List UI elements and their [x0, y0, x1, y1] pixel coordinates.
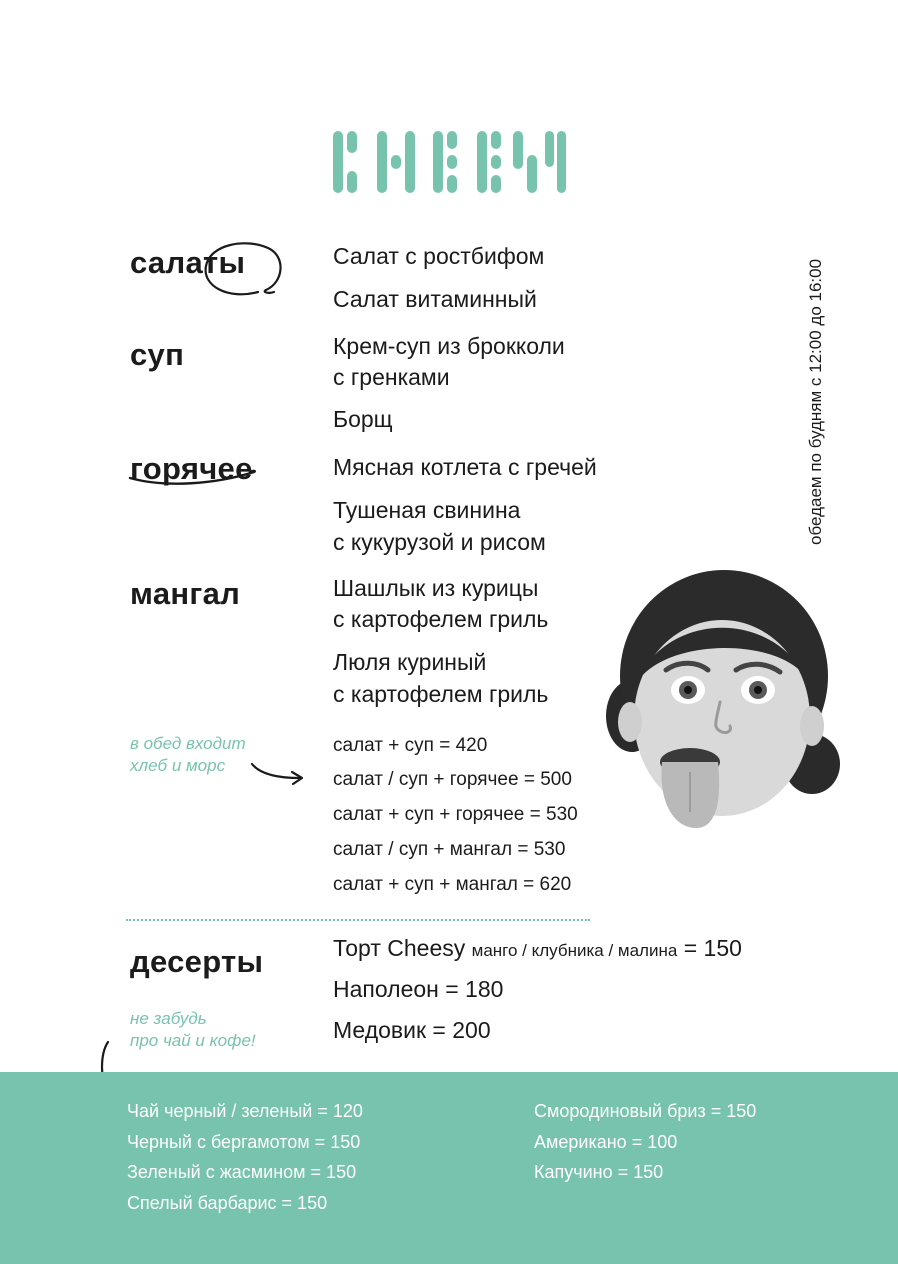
drink-left-1: Чай черный / зеленый = 120: [127, 1101, 363, 1121]
circle-doodle: [198, 234, 286, 300]
category-salads: салаты: [130, 245, 246, 280]
dessert-cake-flavors: манго / клубника / малина: [471, 941, 678, 960]
salad-item-2: Салат витаминный: [333, 286, 537, 312]
grill-item-1-line2: с картофелем гриль: [333, 606, 549, 632]
dessert-napoleon: Наполеон = 180: [333, 976, 504, 1002]
category-hot: горячее: [130, 451, 253, 486]
soup-item-2: Борщ: [333, 406, 393, 432]
drink-left-3: Зеленый с жасмином = 150: [127, 1162, 357, 1182]
category-desserts: десерты: [130, 944, 264, 979]
reminder-line2: про чай и кофе!: [130, 1031, 256, 1050]
reminder-line1: не забудь: [130, 1009, 207, 1028]
category-grill: мангал: [130, 576, 241, 611]
soup-item-1-line2: с гренками: [333, 364, 450, 390]
dessert-cake-price: = 150: [683, 935, 742, 961]
drink-right-2: Американо = 100: [534, 1132, 678, 1152]
hot-item-1: Мясная котлета с гречей: [333, 454, 597, 480]
combo-1: салат + суп = 420: [333, 735, 488, 756]
dessert-cake-name: Торт Cheesy: [333, 935, 466, 961]
salad-item-1: Салат с ростбифом: [333, 243, 545, 269]
dessert-medovik: Медовик = 200: [333, 1017, 491, 1043]
combo-5: салат + суп + мангал = 620: [333, 874, 572, 895]
lunch-note-line1: в обед входит: [130, 734, 246, 753]
lunch-note-line2: хлеб и морс: [130, 756, 226, 775]
section-divider: [126, 919, 590, 921]
combo-2: салат / суп + горячее = 500: [333, 769, 572, 790]
arrow-right-icon: [248, 760, 308, 788]
drink-right-1: Смородиновый бриз = 150: [534, 1101, 757, 1121]
combo-3: салат + суп + горячее = 530: [333, 804, 578, 825]
dessert-cake: [333, 935, 742, 962]
category-soup: суп: [130, 337, 185, 372]
grill-item-2-line1: Люля куриный: [333, 649, 487, 675]
hot-item-2-line2: с кукурузой и рисом: [333, 529, 546, 555]
drink-right-3: Капучино = 150: [534, 1162, 664, 1182]
drink-left-4: Спелый барбарис = 150: [127, 1193, 328, 1213]
hot-item-2-line1: Тушеная свинина: [333, 497, 521, 523]
lunch-hours-note: обедаем по будням с 12:00 до 16:00: [806, 258, 825, 545]
cheesy-logo: [331, 127, 567, 197]
soup-item-1-line1: Крем-суп из брокколи: [333, 333, 565, 359]
grill-item-2-line2: с картофелем гриль: [333, 681, 549, 707]
drink-left-2: Черный с бергамотом = 150: [127, 1132, 361, 1152]
girl-photo: [604, 566, 840, 834]
grill-item-1-line1: Шашлык из курицы: [333, 575, 539, 601]
underline-doodle: [126, 466, 260, 488]
combo-4: салат / суп + мангал = 530: [333, 839, 566, 860]
